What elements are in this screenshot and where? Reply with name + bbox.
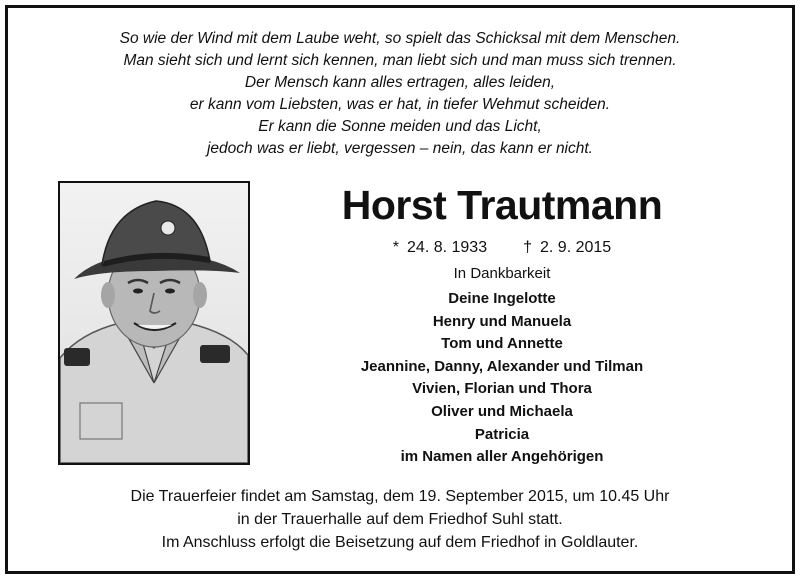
mourner-name: Tom und Annette (441, 335, 563, 353)
mourner-name: Oliver und Michaela (431, 402, 573, 420)
funeral-line: Die Trauerfeier findet am Samstag, dem 19. September 2015, um 10.45 Uhr (130, 488, 670, 505)
funeral-line: Im Anschluss erfolgt die Beisetzung auf dem Friedhof in Goldlauter. (161, 534, 639, 551)
poem-line: er kann vom Liebsten, was er hat, in tiefer Wehmut scheiden. (189, 96, 611, 113)
thanks-line: In Dankbarkeit (453, 265, 551, 282)
deceased-name: Horst Trautmann (341, 182, 663, 228)
poem-line: jedoch was er liebt, vergessen – nein, das kann er nicht. (206, 140, 593, 157)
portrait-illustration (60, 183, 248, 463)
obituary-frame (5, 5, 795, 574)
life-dates (258, 237, 746, 259)
poem-line: Er kann die Sonne meiden und das Licht, (258, 118, 542, 135)
mourner-name: Deine Ingelotte (448, 290, 556, 307)
funeral-line: in der Trauerhalle auf dem Friedhof Suhl statt. (237, 511, 563, 528)
funeral-info (8, 485, 792, 554)
death-cross-icon: † (523, 239, 533, 256)
mourner-list (258, 288, 746, 469)
mourner-name: Vivien, Florian und Thora (412, 380, 592, 398)
mourner-name: Jeannine, Danny, Alexander und Tilman (360, 357, 644, 375)
mourner-name: im Namen aller Angehörigen (400, 448, 604, 466)
mourner-name: Henry und Manuela (432, 312, 572, 330)
birth-date: 24. 8. 1933 (407, 239, 488, 256)
poem-line: So wie der Wind mit dem Laube weht, so spielt das Schicksal mit dem Menschen. (119, 30, 681, 47)
poem-line: Der Mensch kann alles ertragen, alles leiden, (244, 74, 556, 91)
mourner-name: Patricia (474, 425, 530, 443)
death-date: 2. 9. 2015 (540, 239, 612, 256)
poem (8, 28, 792, 160)
poem-line: Man sieht sich und lernt sich kennen, man liebt sich und man muss sich trennen. (123, 52, 677, 69)
portrait-photo (58, 181, 250, 465)
birth-symbol: * (392, 239, 400, 256)
